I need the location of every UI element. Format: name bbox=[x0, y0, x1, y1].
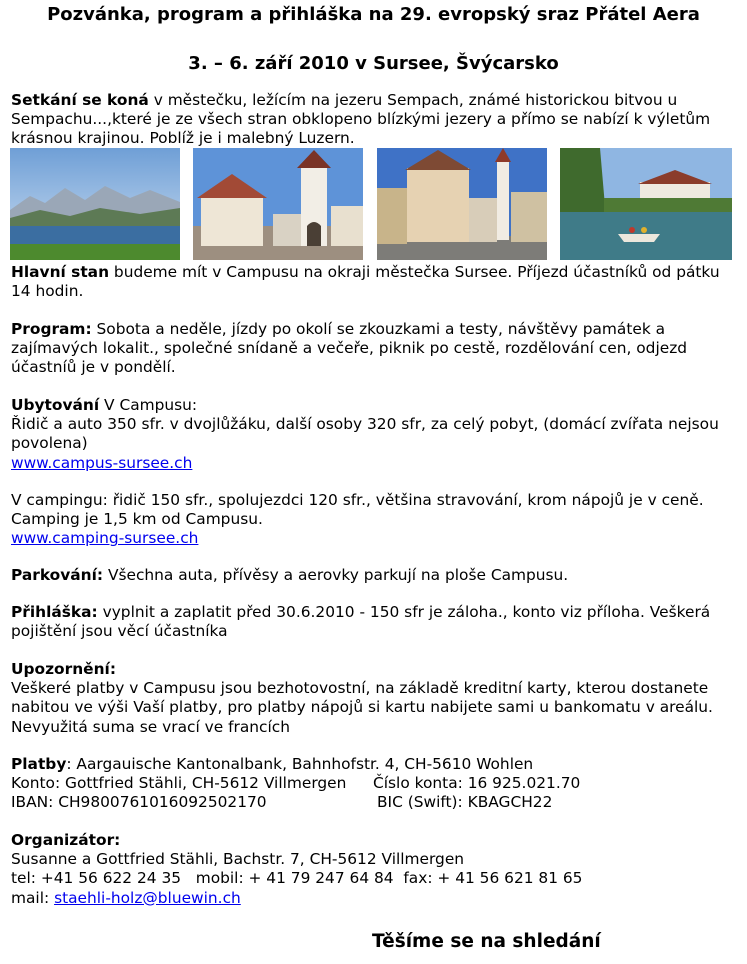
parking-lead: Parkování: bbox=[11, 566, 104, 584]
notice-section bbox=[11, 660, 737, 737]
intro-lead: Setkání se koná bbox=[11, 91, 149, 109]
payments-iban: IBAN: CH9800761016092502170 bbox=[11, 793, 267, 811]
organizer-mail-link[interactable]: staehli-holz@bluewin.ch bbox=[54, 888, 241, 907]
payments-bank: : Aargauische Kantonalbank, Bahnhofstr. 4, CH-5610 Wohlen bbox=[66, 755, 534, 773]
page-subtitle: 3. – 6. září 2010 v Sursee, Švýcarsko bbox=[188, 53, 559, 74]
organizer-phones: tel: +41 56 622 24 35 mobil: + 41 79 247 64 84 fax: + 41 56 621 81 65 bbox=[11, 869, 583, 888]
payments-lead: Platby bbox=[11, 755, 67, 773]
program-text: Sobota a neděle, jízdy po okolí se zkouzkami a testy, návštěvy památek a zajímavých lokalit., společné snídaně a večeře, piknik po cestě, rozdělování cen, odjezd účastníů je v pondělí. bbox=[11, 320, 688, 377]
headquarters-lead: Hlavní stan bbox=[11, 263, 110, 281]
accommodation-lead-suffix: V Campusu: bbox=[99, 396, 198, 414]
organizer-section bbox=[11, 831, 737, 908]
notice-lead: Upozornění: bbox=[11, 660, 116, 678]
photo-lake-panorama bbox=[10, 148, 180, 260]
accommodation-camping-text: V campingu: řidič 150 sfr., spolujezdci 120 sfr., většina stravování, krom nápojů je v ceně. Camping je 1,5 km od Campusu. bbox=[11, 491, 704, 529]
payments-account-number: Číslo konta: 16 925.021.70 bbox=[373, 774, 581, 792]
campus-link[interactable]: www.campus-sursee.ch bbox=[11, 453, 193, 472]
camping-section bbox=[11, 491, 737, 549]
registration-section bbox=[11, 603, 737, 641]
camping-link[interactable]: www.camping-sursee.ch bbox=[11, 529, 199, 548]
program-section bbox=[11, 320, 737, 378]
registration-text: vyplnit a zaplatit před 30.6.2010 - 150 sfr je záloha., konto viz příloha. Veškerá pojištění jsou věcí účastníka bbox=[11, 603, 711, 641]
photo-old-town-square bbox=[377, 148, 547, 260]
accommodation-lead: Ubytování bbox=[11, 396, 100, 414]
notice-text: Veškeré platby v Campusu jsou bezhotovostní, na základě kreditní karty, kterou dostanete nabitou ve výši Vaší platby, pro platby nápojů si kartu nabijete sami u bankomatu v areálu. Nevyužitá suma se vrací ve francích bbox=[11, 679, 713, 736]
intro-text: v městečku, ležícím na jezeru Sempach, známé historickou bitvou u Sempachu...,které je ze všech stran obklopeno blízkými jezery a přímo se nabízí k výletům krásnou krajinou. Poblíž je i malebný Luzern. bbox=[11, 91, 711, 148]
organizer-address: Susanne a Gottfried Stähli, Bachstr. 7, CH-5612 Villmergen bbox=[11, 850, 465, 869]
organizer-mail-label: mail: bbox=[11, 888, 55, 907]
payments-bic: BIC (Swift): KBAGCH22 bbox=[377, 793, 553, 811]
headquarters-section bbox=[11, 263, 737, 301]
organizer-lead: Organizátor: bbox=[11, 831, 121, 849]
payments-account-holder: Konto: Gottfried Stähli, CH-5612 Villmergen bbox=[11, 774, 347, 792]
parking-section bbox=[11, 566, 737, 585]
accommodation-campus-text: Řidič a auto 350 sfr. v dvojlůžáku, další osoby 320 sfr, za celý pobyt, (domácí zvířata nejsou povolena) bbox=[11, 415, 719, 453]
program-lead: Program: bbox=[11, 320, 92, 338]
page-title: Pozvánka, program a přihláška na 29. evropský sraz Přátel Aera bbox=[47, 4, 700, 25]
photo-lake-boat bbox=[560, 148, 732, 260]
closing-text: Těšíme se na shledání bbox=[372, 931, 601, 952]
payments-section bbox=[11, 755, 737, 812]
registration-lead: Přihláška: bbox=[11, 603, 98, 621]
accommodation-section bbox=[11, 396, 737, 473]
photo-town-gate bbox=[193, 148, 363, 260]
intro-section bbox=[11, 91, 737, 149]
headquarters-text: budeme mít v Campusu na okraji městečka Sursee. Příjezd účastníků od pátku 14 hodin. bbox=[11, 263, 720, 301]
parking-text: Všechna auta, přívěsy a aerovky parkují na ploše Campusu. bbox=[103, 566, 569, 584]
